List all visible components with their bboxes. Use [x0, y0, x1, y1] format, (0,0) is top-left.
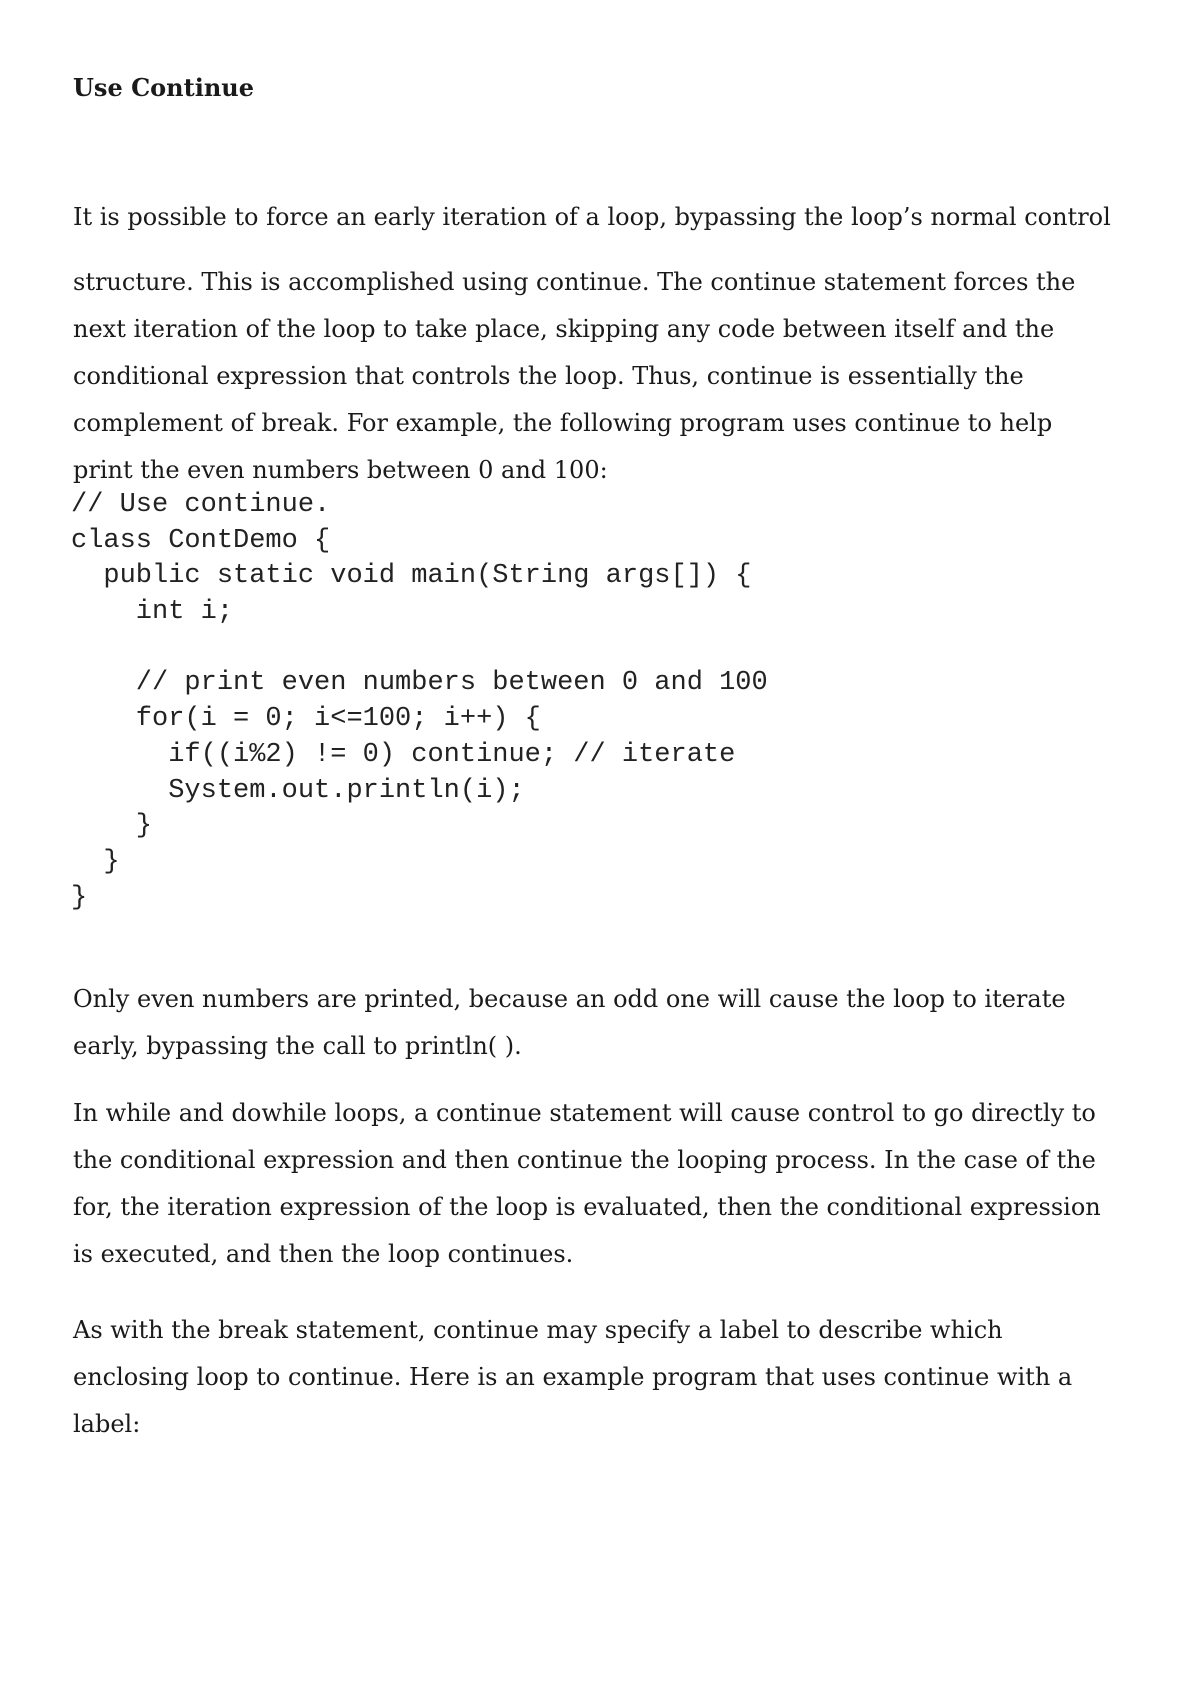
- code-line: int i;: [71, 597, 234, 628]
- intro-line: print the even numbers between 0 and 100:: [73, 456, 608, 484]
- intro-line: structure. This is accomplished using continue. The continue statement forces the: [73, 268, 1076, 296]
- while-note-line: is executed, and then the loop continues.: [73, 1240, 574, 1268]
- label-note-paragraph: [73, 1307, 1153, 1448]
- code-line: // print even numbers between 0 and 100: [71, 668, 768, 699]
- intro-line: It is possible to force an early iteration of a loop, bypassing the loop’s normal control: [73, 203, 1111, 231]
- code-line: public static void main(String args[]) {: [71, 561, 752, 592]
- while-note-line: the conditional expression and then continue the looping process. In the case of the: [73, 1146, 1096, 1174]
- explanation-paragraph: [73, 976, 1153, 1070]
- code-line: }: [71, 811, 153, 842]
- while-note-paragraph: [73, 1090, 1153, 1278]
- code-line: if((i%2) != 0) continue; // iterate: [71, 739, 736, 770]
- while-note-line: In while and dowhile loops, a continue statement will cause control to go directly to: [73, 1099, 1096, 1127]
- while-note-line: for, the iteration expression of the loop is evaluated, then the conditional expression: [73, 1193, 1101, 1221]
- code-line: System.out.println(i);: [71, 775, 525, 806]
- label-note-line: As with the break statement, continue may specify a label to describe which: [73, 1316, 1003, 1344]
- label-note-line: label:: [73, 1410, 141, 1438]
- code-line: }: [71, 882, 88, 913]
- explanation-line: early, bypassing the call to println( ).: [73, 1032, 522, 1060]
- explanation-line: Only even numbers are printed, because an odd one will cause the loop to iterate: [73, 985, 1066, 1013]
- section-heading: Use Continue: [73, 73, 254, 102]
- intro-line: conditional expression that controls the loop. Thus, continue is essentially the: [73, 362, 1024, 390]
- code-line: [71, 631, 768, 667]
- code-line: // Use continue.: [71, 490, 331, 520]
- code-line: for(i = 0; i<=100; i++) {: [71, 704, 541, 735]
- label-note-line: enclosing loop to continue. Here is an example program that uses continue with a: [73, 1363, 1073, 1391]
- intro-line: next iteration of the loop to take place, skipping any code between itself and the: [73, 315, 1055, 343]
- code-line: }: [71, 846, 120, 877]
- intro-paragraph: [73, 194, 1153, 494]
- intro-line: complement of break. For example, the following program uses continue to help: [73, 409, 1053, 437]
- code-listing: [71, 488, 768, 916]
- code-line: class ContDemo {: [71, 525, 331, 556]
